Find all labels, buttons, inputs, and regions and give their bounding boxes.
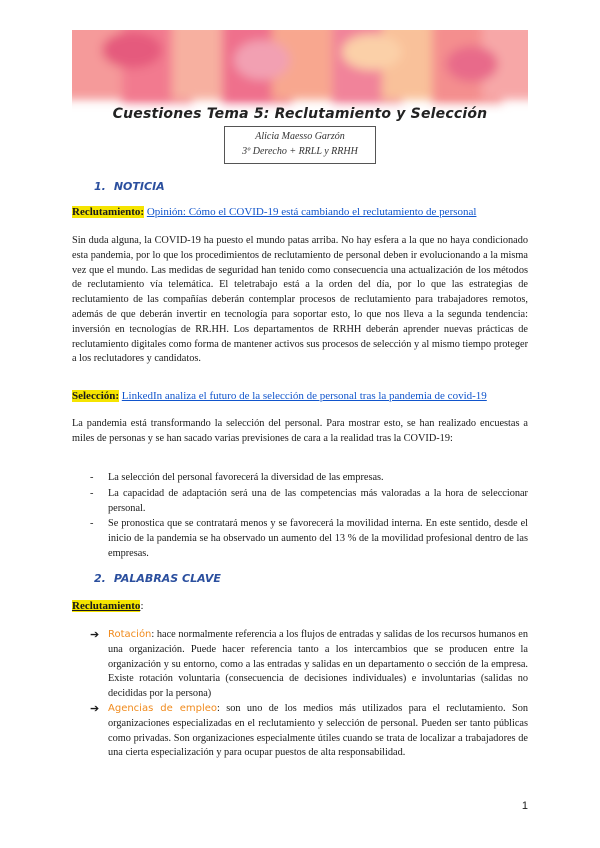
list-item-text: La capacidad de adaptación será una de las competencias más valoradas a la hora de seleccionar personal. [108, 488, 528, 514]
list-item [90, 471, 528, 486]
document-title: Cuestiones Tema 5: Reclutamiento y Selección [112, 106, 488, 122]
section-heading-palabras-clave [94, 572, 221, 585]
page-number: 1 [521, 800, 528, 812]
palabras-clave-label: Reclutamiento [72, 600, 141, 612]
section-title: PALABRAS CLAVE [113, 572, 221, 585]
reclutamiento-source [72, 206, 476, 218]
reclutamiento-article-link[interactable]: Opinión: Cómo el COVID-19 está cambiando el reclutamiento de personal [146, 206, 477, 218]
list-item [90, 487, 528, 517]
seleccion-source [72, 390, 487, 402]
reclutamiento-paragraph: Sin duda alguna, la COVID-19 ha puesto el mundo patas arriba. No hay esfera a la que no haya condicionado esta pandemia, por lo que los procedimientos de reclutamiento de personal deben ir evolucionando a la misma vez que el mundo. Las medidas de seguridad han tenido como consecuencia una actualización de los métodos de reclutamiento vía telemática. El teletrabajo está a la orden del día, por lo que las estrategias de reclutamiento de las compañías deberán contemplar procesos de reclutamiento para trabajadores remotos, además de que deberán invertir en tecnología para soportar esto, lo que nos lleva a la segunda tendencia: inversión en tecnologías de RR.HH. Los departamentos de RRHH deberán aprender nuevas prácticas de reclutamiento digitales como forma de mantener activos sus procesos de selección y al mismo tiempo proteger a los reclutadores y candidatos. [72, 235, 528, 365]
author-name: Alicia Maesso Garzón [255, 131, 345, 142]
arrow-bullet-icon: ➔ [90, 629, 100, 641]
course-name: 3º Derecho + RRLL y RRHH [242, 146, 358, 157]
keyword-item-rotacion [90, 628, 528, 702]
list-item-text: La selección del personal favorecerá la diversidad de las empresas. [108, 472, 384, 483]
arrow-bullet-icon: ➔ [90, 703, 100, 715]
section-heading-noticia [94, 180, 165, 193]
dash-bullet: - [90, 518, 94, 529]
reclutamiento-label: Reclutamiento: [72, 206, 145, 218]
list-item-text: Se pronostica que se contratará menos y se favorecerá la movilidad interna. En este sentido, desde el inicio de la pandemia se ha observado un aumento del 13 % de la movilidad profesional dentro de las empresas. [108, 518, 528, 559]
palabras-clave-label-line: Reclutamiento: [72, 600, 144, 612]
list-item [90, 517, 528, 561]
keyword-term: Rotación [108, 629, 152, 640]
keyword-definition: : hace normalmente referencia a los flujos de entradas y salidas de los recursos humanos en una organización. Puede hacer referencia tanto a los intercambios que se producen entre la organización y su entorno, como a las entradas y salidas en un departamento o sección de la empresa. Existe rotación voluntaria (consecuencia de decisiones individuales) e involuntarias (salidas no decididas por la persona) [108, 629, 528, 700]
author-box [224, 126, 376, 164]
dash-bullet: - [90, 488, 94, 499]
keyword-item-agencias [90, 702, 528, 761]
seleccion-paragraph: La pandemia está transformando la selección del personal. Para mostrar esto, se han realizado encuestas a miles de personas y se han sacado varias previsiones de cara a la realidad tras la COVID-19: [72, 418, 528, 444]
section-number: 1. [94, 180, 106, 193]
section-title: NOTICIA [113, 180, 165, 193]
keyword-term: Agencias de empleo [108, 703, 218, 714]
seleccion-article-link[interactable]: LinkedIn analiza el futuro de la selección de personal tras la pandemia de covid-19 [121, 390, 487, 402]
keyword-definition: : son uno de los medios más utilizados para el reclutamiento. Son organizaciones especializadas en el reclutamiento y selección de personal. Pueden ser tanto públicas como privadas. Son organizaciones especialmente útiles cuando se trata de localizar a trabajadores de una cierta especialización y para ocupar puestos de alta responsabilidad. [108, 703, 528, 759]
seleccion-label: Selección: [72, 390, 120, 402]
dash-bullet: - [90, 472, 94, 483]
section-number: 2. [94, 572, 106, 585]
